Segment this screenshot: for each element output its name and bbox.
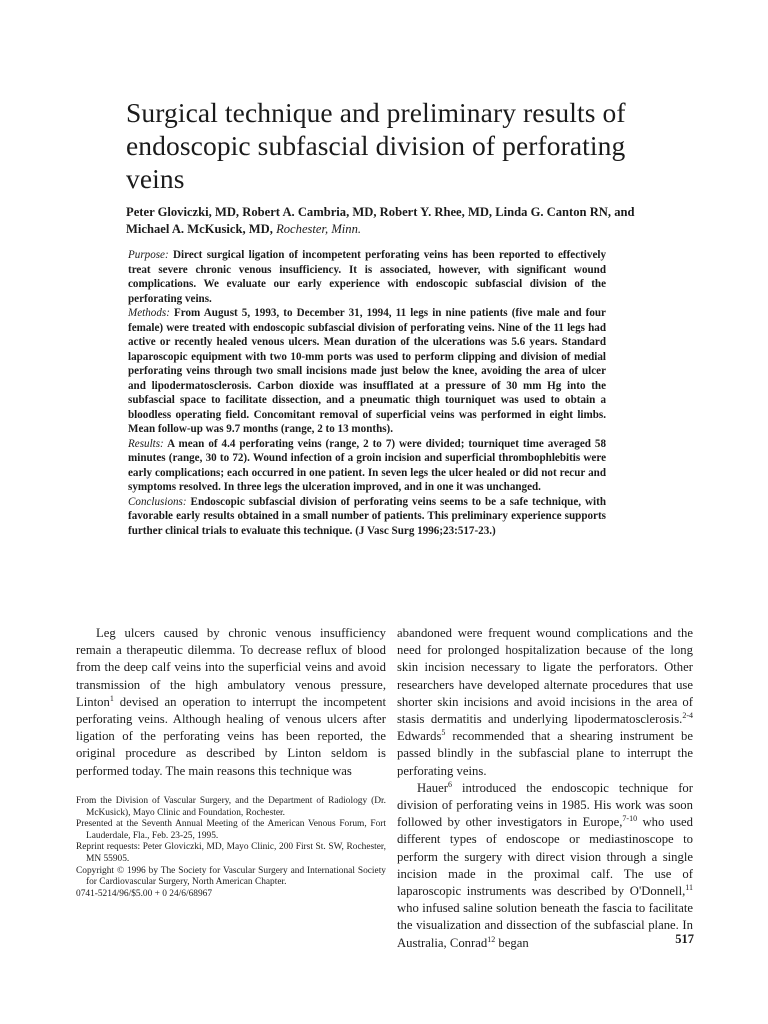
- abstract-purpose: [128, 248, 606, 306]
- footnote-code: 0741-5214/96/$5.00 + 0 24/6/68967: [76, 888, 213, 899]
- body-text: Leg ulcers caused by chronic venous insufficiency remain a therapeutic dilemma. To decrease reflux of blood from the deep calf veins into the superficial veins and avoid transmission of the high ambulatory venous pressure, Linton: [76, 626, 386, 709]
- methods-label: Methods:: [128, 307, 170, 319]
- abstract: [128, 248, 606, 538]
- body-text: devised an operation to interrupt the incompetent perforating veins. Although healing of venous ulcers after ligation of the perforating veins has been reported, the original procedure as described by Linton seldom is performed today. The main reasons this technique was: [76, 694, 386, 778]
- body-column-left: [76, 625, 386, 780]
- article-title: Surgical technique and preliminary results of endoscopic subfascial division of perforating veins: [126, 97, 626, 194]
- reference-marker: 2-4: [682, 710, 693, 720]
- footnote-affiliation: From the Division of Vascular Surgery, and the Department of Radiology (Dr. McKusick), Mayo Clinic and Foundation, Rochester.: [76, 796, 386, 818]
- footnote-reprint: Reprint requests: Peter Gloviczki, MD, Mayo Clinic, 200 First St. SW, Rochester, MN 55905.: [76, 842, 386, 864]
- purpose-label: Purpose:: [128, 249, 169, 261]
- body-text: Hauer: [417, 780, 448, 795]
- abstract-methods: [128, 306, 606, 437]
- footnote-copyright: Copyright © 1996 by The Society for Vascular Surgery and International Society for Cardiovascular Surgery, North American Chapter.: [76, 865, 386, 888]
- reference-marker: 6: [448, 779, 452, 789]
- body-text: Edwards: [397, 729, 442, 744]
- reference-marker: 11: [685, 882, 693, 892]
- reference-marker: 1: [109, 693, 114, 703]
- reference-marker: 7-10: [622, 814, 638, 823]
- body-text: began: [495, 935, 529, 950]
- body-text: recommended that a shearing instrument be passed blindly in the subfascial plane to interrupt the perforating veins.: [397, 729, 693, 778]
- page-number: 517: [675, 932, 694, 946]
- body-text: who infused saline solution beneath the fascia to facilitate the visualization and dissection of the subfascial plane. In Australia, Conrad: [397, 901, 693, 950]
- reference-marker: 12: [487, 934, 496, 944]
- body-paragraph-1-continued: abandoned were frequent wound complications and the need for prolonged hospitalization because of the long skin incision necessary to ligate the perforators. Other researchers have developed alternate procedures that use shorter skin incisions and avoid incisions in the area of stasis dermatitis and underlying lipodermatosclerosis.$^{2-4}$ Edwards$^5$ recommended that a shearing instrument be passed blindly in the subfascial plane to interrupt the perforating veins.: [397, 626, 693, 778]
- body-text: introduced the endoscopic technique for division of perforating veins in 1985. His work was soon followed by other investigators in Europe,: [397, 780, 693, 830]
- footnotes: [76, 796, 386, 900]
- author-list: [126, 204, 646, 238]
- body-text: who used different types of endoscope or mediastinoscope to perform the surgery with direct vision through a single incision made in the proximal calf. The use of laparoscopic instruments was described by O'Donnell,: [397, 815, 693, 899]
- abstract-results: [128, 437, 606, 495]
- body-column-right: [397, 625, 693, 952]
- purpose-text: Direct surgical ligation of incompetent perforating veins has been reported to effectively treat severe chronic venous insufficiency. It is associated, however, with significant wound complications. We evaluate our early experience with endoscopic subfascial division of the perforating veins.: [128, 249, 606, 305]
- body-paragraph-1-start: [76, 625, 386, 780]
- methods-text: From August 5, 1993, to December 31, 1994, 11 legs in nine patients (five male and four female) were treated with endoscopic subfascial division of perforating veins. Nine of the 11 legs had active or recently healed venous ulcers. Mean duration of the ulcerations was 5.6 years. Standard laparoscopic equipment with two 10-mm ports was used to perform clipping and division of medial perforating veins through two small incisions made just below the knee, avoiding the area of ulcer and lipodermatosclerosis. Carbon dioxide was insufflated at a pressure of 30 mm Hg into the subfascial space to facilitate dissection, and a pneumatic thigh tourniquet was used to obtain a bloodless operating field. Concomitant removal of superficial veins was performed in eight limbs. Mean follow-up was 9.7 months (range, 2 to 13 months).: [128, 307, 606, 435]
- body-paragraph-2: [397, 780, 693, 952]
- conclusions-label: Conclusions:: [128, 495, 187, 508]
- abstract-conclusions: [128, 495, 606, 539]
- footnote-presented: Presented at the Seventh Annual Meeting of the American Venous Forum, Fort Lauderdale, Fla., Feb. 23-25, 1995.: [76, 819, 386, 841]
- author-location: Rochester, Minn.: [276, 222, 362, 236]
- conclusions-text: Endoscopic subfascial division of perforating veins seems to be a safe technique, with favorable early results obtained in a small number of patients. This preliminary experience supports further clinical trials to evaluate this technique. (J Vasc Surg 1996;23:517-23.): [128, 495, 606, 537]
- reference-marker: 5: [441, 727, 446, 737]
- results-text: A mean of 4.4 perforating veins (range, 2 to 7) were divided; tourniquet time averaged 58 minutes (range, 30 to 72). Wound infection of a groin incision and superficial thrombophlebitis were early complications; each occurred in one patient. In seven legs the ulcer healed or did not recur and symptoms resolved. In three legs the ulceration improved, and in one it was unchanged.: [128, 437, 606, 493]
- results-label: Results:: [128, 437, 164, 450]
- author-names: Peter Gloviczki, MD, Robert A. Cambria, MD, Robert Y. Rhee, MD, Linda G. Canton RN, and Michael A. McKusick, MD,: [126, 205, 635, 236]
